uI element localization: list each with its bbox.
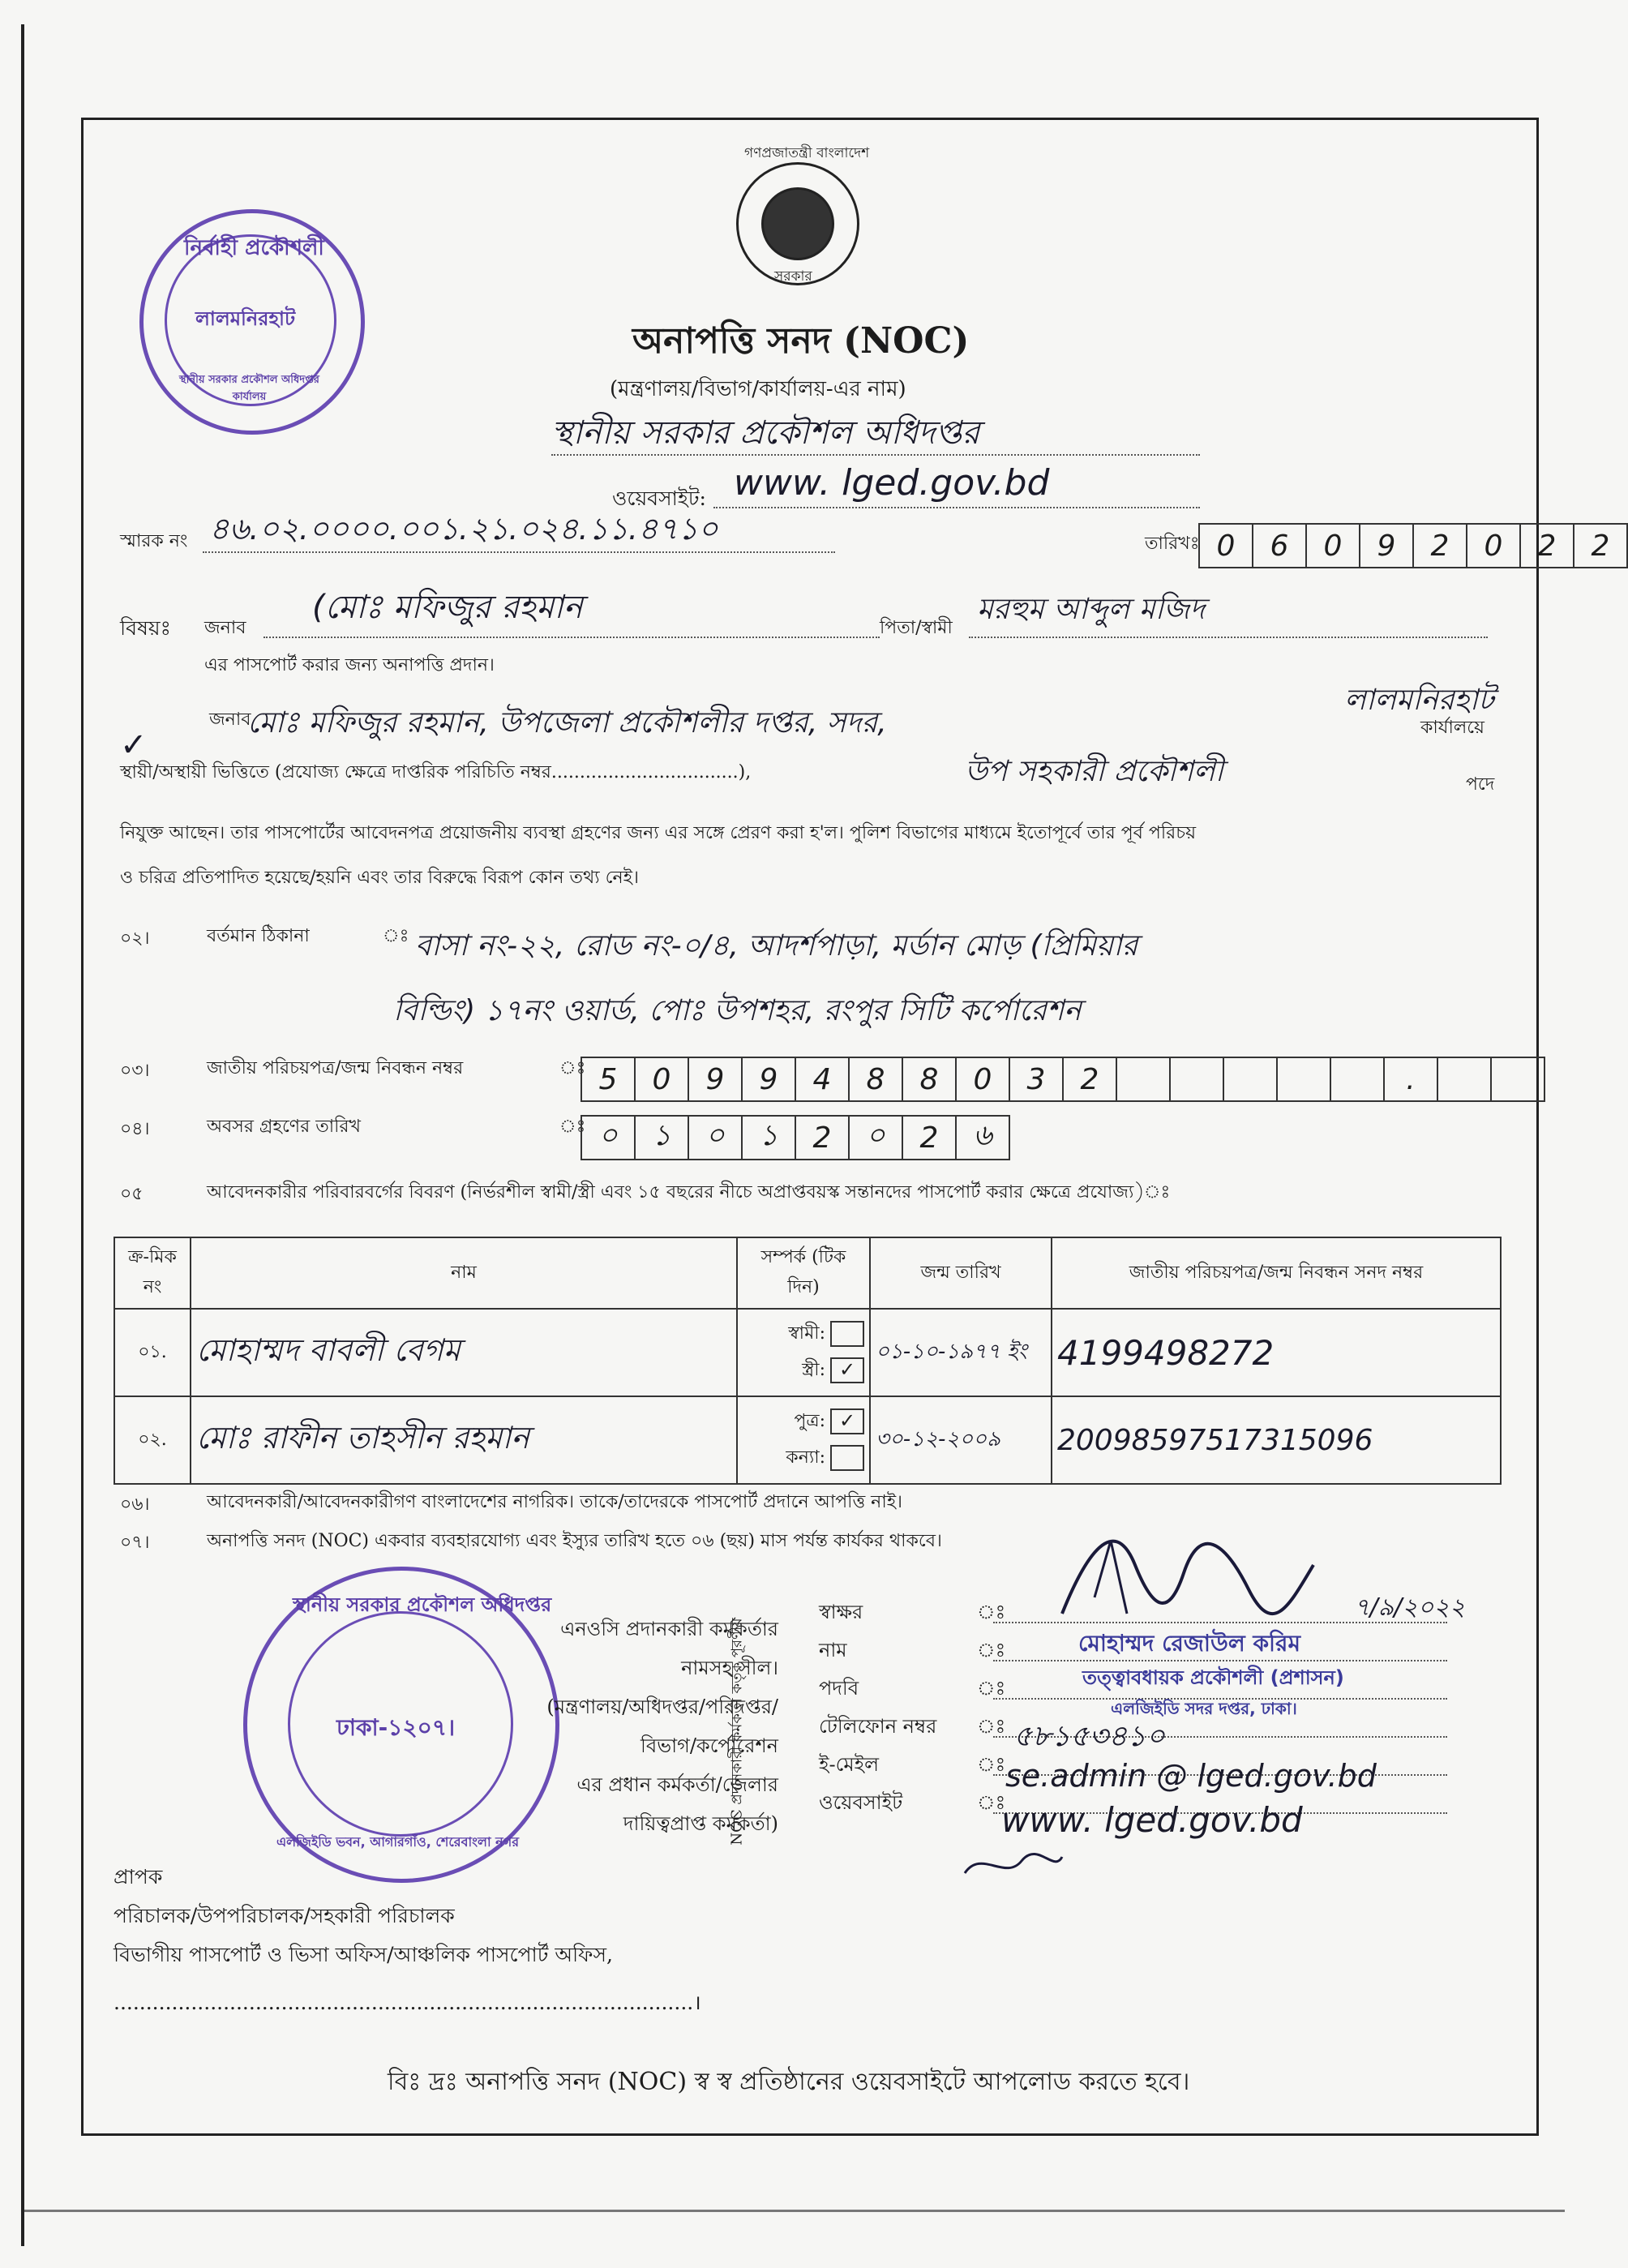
issuer-line: এনওসি প্রদানকারী কর্মকর্তার [560, 1618, 778, 1640]
item02-label: বর্তমান ঠিকানা [207, 926, 310, 946]
retirement-date-digit: ০ [850, 1117, 903, 1159]
colon: ঃ [977, 1715, 1006, 1738]
date-digit: 2 [1591, 529, 1610, 563]
date-digit: 9 [1360, 525, 1414, 567]
tick-mark: ✓ [120, 727, 148, 764]
signature-label: স্বাক্ষর [819, 1601, 863, 1623]
issuer-email: se.admin @ lged.gov.bd [1005, 1758, 1377, 1794]
issuer-field-labels [819, 1593, 936, 1822]
father-line [969, 637, 1488, 638]
address-line1: বাসা নং-২২, রোড নং-০/৪, আদর্শপাড়া, মর্ডান মোড় (প্রিমিয়ার [415, 929, 1138, 963]
retirement-date-digit: ০ [689, 1117, 743, 1159]
page-title: অনাপত্তি সনদ (NOC) [632, 320, 970, 362]
website-handwritten: www. lged.gov.bd [734, 462, 1050, 504]
nid-digit: 5 [582, 1058, 636, 1100]
item05-label: আবেদনকারীর পরিবারবর্গের বিবরণ (নির্ভরশীল স্বামী/স্ত্রী এবং ১৫ বছরের নীচে অপ্রাপ্তবয়স্ক সন্তানদের পাসপোর্ট করার ক্ষেত্রে প্রযোজ্য)ঃ [207, 1182, 1171, 1203]
stamp-outer-text: নির্বাহী প্রকৌশলী [184, 236, 324, 260]
nid-digit [1224, 1058, 1278, 1100]
issuer-vertical-label: NOC প্রদানকারী কর্মকর্তা কর্তৃক পূরণীয় [728, 1618, 746, 1846]
item03-colon: ঃ [559, 1058, 586, 1078]
signatory-name: মোহাম্মদ রেজাউল করিম [1078, 1630, 1301, 1657]
issuer-phone: ৫৮১৫৩৪১০ [1013, 1720, 1165, 1753]
father-label: পিতা/স্বামী [880, 618, 953, 638]
nid-digit: 3 [1010, 1058, 1064, 1100]
subject-janab: জনাব [204, 618, 246, 638]
subject-name-line [263, 637, 880, 638]
signatory-designation: তত্ত্বাবধায়ক প্রকৌশলী (প্রশাসন) [1082, 1666, 1344, 1689]
date-digit: 0 [1467, 525, 1521, 567]
recipient-line1: পরিচালক/উপপরিচালক/সহকারী পরিচালক [114, 1904, 455, 1927]
issuer-line: বিভাগ/কর্পোরেশন [640, 1734, 778, 1757]
colon: ঃ [977, 1791, 1006, 1814]
stamp-center-text: ঢাকা-১২০৭। [336, 1714, 456, 1741]
retirement-date-box [581, 1115, 1010, 1160]
issuer-line: দায়িত্বপ্রাপ্ত কর্মকর্তা) [623, 1812, 778, 1835]
pad-label: পদে [1466, 774, 1495, 795]
retirement-date-digit: ১ [743, 1117, 796, 1159]
row2-rel-a-checkbox[interactable]: ✓ [830, 1408, 864, 1434]
ministry-line [551, 454, 1200, 456]
signatory-office: এলজিইডি সদর দপ্তর, ঢাকা। [1111, 1699, 1297, 1718]
initial-scribble [957, 1841, 1070, 1889]
family-table [114, 1237, 1502, 1485]
nid-digit: 2 [1064, 1058, 1117, 1100]
nid-digit: 0 [636, 1058, 689, 1100]
header-id: জাতীয় পরিচয়পত্র/জন্ম নিবন্ধন সনদ নম্বর [1052, 1237, 1501, 1309]
colon: ঃ [977, 1753, 1006, 1776]
issuer-website: www. lged.gov.bd [1001, 1800, 1303, 1840]
table-row [114, 1396, 1501, 1484]
nid-digit: 4 [796, 1058, 850, 1100]
nid-digit [1492, 1058, 1544, 1100]
website-field-label: ওয়েবসাইট [819, 1791, 903, 1814]
header-name: নাম [191, 1237, 737, 1309]
item02-number: ০২। [120, 928, 150, 949]
item02-colon: ঃ [383, 926, 409, 946]
colon: ঃ [977, 1601, 1006, 1623]
item04-number: ০৪। [120, 1119, 150, 1139]
nid-digit: 0 [957, 1058, 1010, 1100]
item03-label: জাতীয় পরিচয়পত্র/জন্ম নিবন্ধন নম্বর [207, 1058, 464, 1078]
row1-dob: ০১-১০-১৯৭৭ ইং [870, 1309, 1052, 1396]
address-line2: বিল্ডিং) ১৭নং ওয়ার্ড, পোঃ উপশহর, রংপুর সিটি কর্পোরেশন [393, 994, 1082, 1027]
nid-box [581, 1057, 1545, 1102]
memo-number: ৪৬.০২.০০০০.০০১.২১.০২৪.১১.৪৭১০ [209, 511, 718, 547]
row2-dob: ৩০-১২-২০০৯ [870, 1396, 1052, 1484]
date-digit: 2 [1521, 525, 1574, 567]
emblem-top-text: গণপ্রজাতন্ত্রী বাংলাদেশ [744, 145, 870, 161]
item03-number: ০৩। [120, 1061, 150, 1081]
row2-relation [737, 1396, 870, 1484]
retirement-date-digit: ১ [636, 1117, 689, 1159]
ministry-caption: (মন্ত্রণালয়/বিভাগ/কার্যালয়-এর নাম) [610, 377, 906, 401]
item05-number: ০৫ [120, 1184, 144, 1204]
date-digit: 0 [1307, 525, 1360, 567]
body-para2: ও চরিত্র প্রতিপাদিত হয়েছে/হয়নি এবং তার বিরুদ্ধে বিরূপ কোন তথ্য নেই। [120, 868, 639, 888]
subject-name: (মোঃ মফিজুর রহমান [312, 589, 583, 626]
emblem-bottom-text: সরকার [774, 268, 812, 285]
nid-digit: 8 [850, 1058, 903, 1100]
father-name: মরহুম আব্দুল মজিদ [977, 593, 1206, 626]
name-label: নাম [819, 1639, 847, 1661]
row2-rel-b-checkbox[interactable] [830, 1445, 864, 1471]
item06-number: ০৬। [120, 1494, 150, 1515]
colon: ঃ [977, 1677, 1006, 1700]
website-label: ওয়েবসাইট: [612, 487, 706, 510]
header-serial: ক্র-মিক নং [114, 1237, 191, 1309]
date-box [1198, 523, 1628, 568]
row1-serial: ০১. [114, 1309, 191, 1396]
item07-text: অনাপত্তি সনদ (NOC) একবার ব্যবহারযোগ্য এবং ইস্যুর তারিখ হতে ০৬ (ছয়) মাস পর্যন্ত কার্যকর থাকবে। [207, 1531, 942, 1551]
row1-rel-a: স্বামী: [788, 1323, 825, 1344]
date-digit: 0 [1200, 525, 1253, 567]
nid-digit: 9 [689, 1058, 743, 1100]
designation-label: পদবি [819, 1677, 859, 1700]
item06-text: আবেদনকারী/আবেদনকারীগণ বাংলাদেশের নাগরিক। তাকে/তাদেরকে পাসপোর্ট প্রদানে আপত্তি নাই। [207, 1492, 903, 1512]
row2-rel-b: কন্যা: [786, 1447, 825, 1468]
office-label: কার্যালয়ে [1420, 718, 1485, 738]
stamp-bottom-text: স্থানীয় সরকার প্রকৌশল অধিদপ্তর কার্যালয় [179, 374, 319, 403]
subject-purpose: এর পাসপোর্ট করার জন্য অনাপত্তি প্রদান। [204, 655, 495, 675]
retirement-date-digit: 2 [903, 1117, 957, 1159]
memo-label: স্মারক নং [120, 531, 188, 551]
row2-name: মোঃ রাফীন তাহসীন রহমান [191, 1396, 737, 1484]
item04-colon: ঃ [559, 1117, 586, 1137]
date-digit: 6 [1253, 525, 1307, 567]
office-handwritten: লালমনিরহাট [1344, 684, 1494, 717]
name-line [993, 1660, 1447, 1661]
body-name-handwritten: মোঃ মফিজুর রহমান, উপজেলা প্রকৌশলীর দপ্তর, সদর, [247, 706, 887, 740]
table-row [114, 1309, 1501, 1396]
recipient-label: প্রাপক [114, 1865, 163, 1889]
body-line2: স্থায়ী/অস্থায়ী ভিত্তিতে (প্রযোজ্য ক্ষেত্রে দাপ্তরিক পরিচিতি নম্বর.................................), [120, 762, 752, 782]
nid-digit [1278, 1058, 1331, 1100]
nid-digit: . [1385, 1058, 1438, 1100]
designation-handwritten: উপ সহকারী প্রকৌশলী [965, 755, 1224, 788]
executive-engineer-stamp [139, 209, 365, 435]
retirement-date-digit: ৬ [973, 1119, 992, 1152]
nid-digit: 9 [743, 1058, 796, 1100]
retirement-date-digit: ০ [582, 1117, 636, 1159]
row1-id: 4199498272 [1052, 1309, 1501, 1396]
row1-name: মোহাম্মদ বাবলী বেগম [191, 1309, 737, 1396]
email-label: ই-মেইল [819, 1753, 880, 1776]
nid-digit [1171, 1058, 1224, 1100]
stamp-outer-text: স্থানীয় সরকার প্রকৌশল অধিদপ্তর [293, 1593, 552, 1616]
row1-rel-b: স্ত্রী: [802, 1360, 825, 1380]
item07-number: ০৭। [120, 1533, 150, 1553]
nid-digit: 8 [903, 1058, 957, 1100]
date-digit: 2 [1414, 525, 1467, 567]
header-dob: জন্ম তারিখ [870, 1237, 1052, 1309]
subject-label: বিষয়ঃ [120, 616, 171, 640]
row2-serial: ০২. [114, 1396, 191, 1484]
recipient-line2: বিভাগীয় পাসপোর্ট ও ভিসা অফিস/আঞ্চলিক পাসপোর্ট অফিস, [114, 1943, 613, 1966]
row1-relation [737, 1309, 870, 1396]
date-label: তারিখঃ [1145, 534, 1200, 554]
table-header-row [114, 1237, 1501, 1309]
nid-digit [1331, 1058, 1385, 1100]
body-para1: নিযুক্ত আছেন। তার পাসপোর্টের আবেদনপত্র প্রয়োজনীয় ব্যবস্থা গ্রহণের জন্য এর সঙ্গে প্রেরণ করা হ'ল। পুলিশ বিভাগের মাধ্যমে ইতোপূর্বে তার পূর্ব পরিচয় [120, 823, 1197, 843]
signature-date: ৭/৯/২০২২ [1354, 1593, 1466, 1622]
scan-edge-bottom [24, 2210, 1565, 2212]
phone-label: টেলিফোন নম্বর [819, 1715, 937, 1738]
issuer-line: নামসহ সীল। [681, 1657, 778, 1679]
nid-digit [1117, 1058, 1171, 1100]
issuer-line: (মন্ত্রণালয়/অধিদপ্তর/পরিদপ্তর/ [546, 1696, 778, 1718]
row1-rel-a-checkbox[interactable] [830, 1321, 864, 1347]
stamp-lower-text: এলজিইডি ভবন, আগারগাঁও, শেরেবাংলা নগর [276, 1834, 519, 1850]
memo-line [203, 551, 835, 553]
stamp-center-text: লালমনিরহাট [195, 307, 296, 330]
ministry-name-handwritten: স্থানীয় সরকার প্রকৌশল অধিদপ্তর [551, 414, 980, 452]
retirement-date-digit: 2 [796, 1117, 850, 1159]
issuer-field-colons [977, 1593, 1005, 1822]
item04-label: অবসর গ্রহণের তারিখ [207, 1117, 361, 1137]
nid-digit [1438, 1058, 1492, 1100]
issuer-line: এর প্রধান কর্মকর্তা/জেলার [576, 1773, 778, 1796]
colon: ঃ [977, 1639, 1006, 1661]
row1-rel-b-checkbox[interactable]: ✓ [830, 1357, 864, 1383]
recipient-line3: ..........................................................................................। [114, 1991, 701, 2014]
signature-scribble [1046, 1516, 1322, 1638]
body-janab: জনাব [209, 710, 251, 730]
footer-note: বিঃ দ্রঃ অনাপত্তি সনদ (NOC) স্ব স্ব প্রতিষ্ঠানের ওয়েবসাইটে আপলোড করতে হবে। [388, 2068, 1190, 2096]
scan-edge-left [21, 24, 24, 2246]
row2-id: 20098597517315096 [1052, 1396, 1501, 1484]
row2-rel-a: পুত্র: [794, 1411, 825, 1431]
website-line [713, 507, 1200, 508]
header-relation: সম্পর্ক (টিক দিন) [737, 1237, 870, 1309]
